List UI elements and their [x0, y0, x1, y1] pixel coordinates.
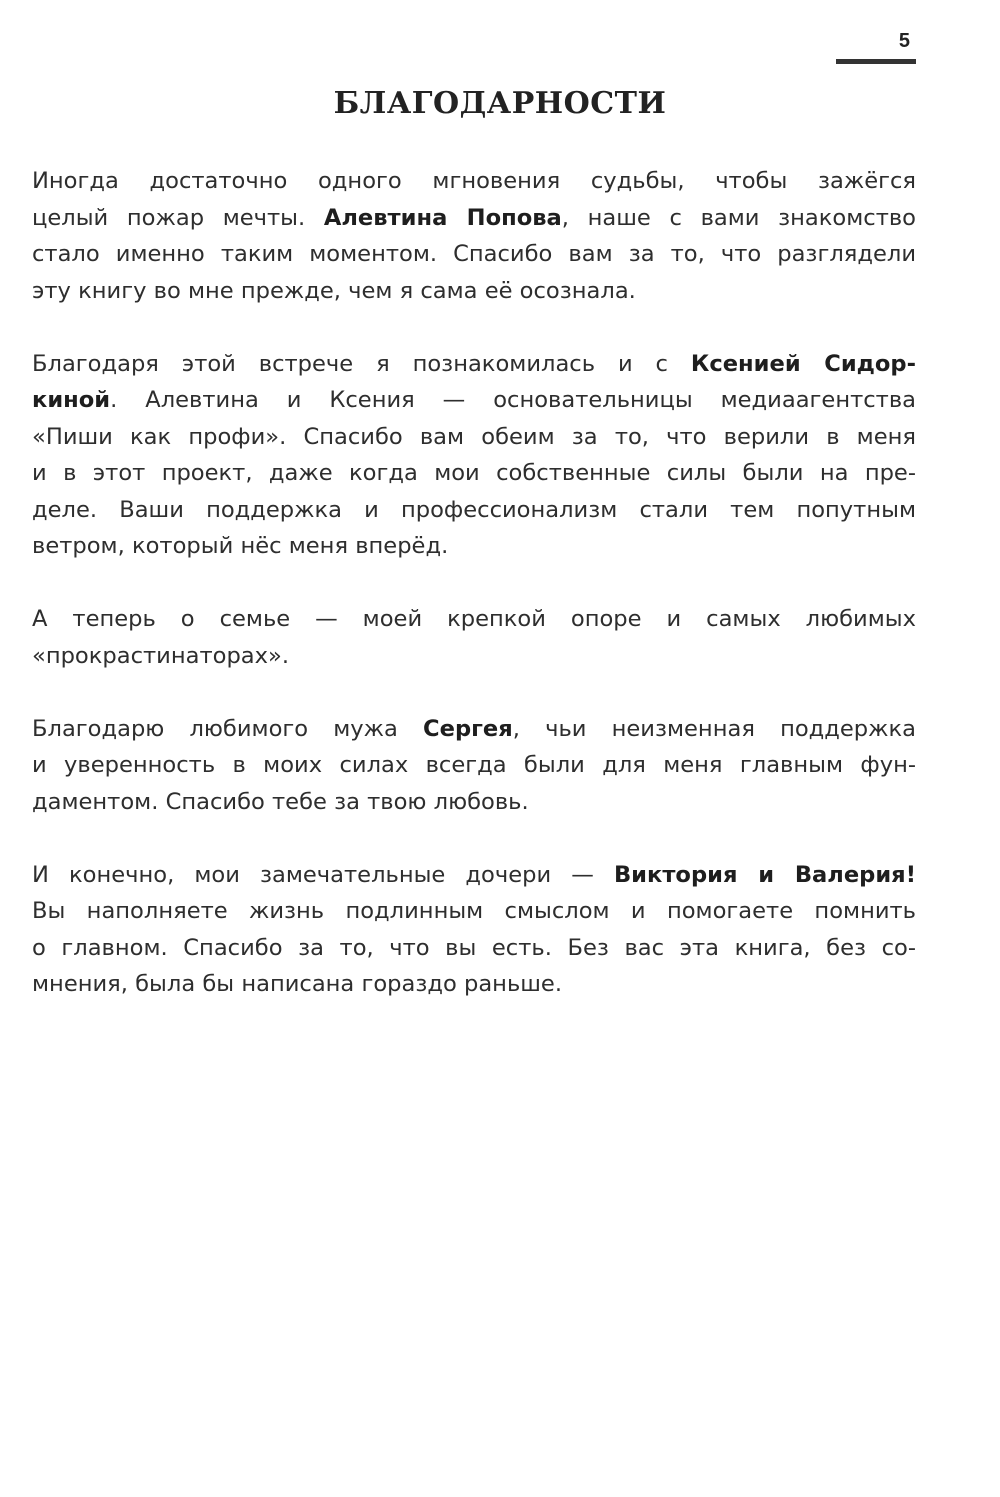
text-line	[32, 492, 916, 529]
page-title: БЛАГОДАРНОСТИ	[333, 86, 667, 121]
text-line	[32, 455, 916, 492]
text-segment: «прокрастинаторах».	[32, 642, 290, 669]
text-line	[32, 601, 916, 638]
text-segment: о главном. Спасибо за то, что вы есть. Без вас эта книга, без со-	[32, 934, 916, 961]
paragraph	[32, 346, 916, 565]
text-line	[32, 528, 916, 565]
text-segment: мнения, была бы написана гораздо раньше.	[32, 971, 563, 997]
text-segment: Вы наполняете жизнь подлинным смыслом и помогаете помнить	[32, 898, 916, 924]
paragraph	[32, 163, 916, 309]
text-segment: и уверенность в моих силах всегда были для меня главным фун-	[32, 752, 916, 778]
text-segment: целый пожар мечты.	[32, 204, 324, 231]
text-line	[32, 346, 916, 383]
text-segment: даментом. Спасибо тебе за твою любовь.	[32, 788, 529, 815]
text-line	[32, 747, 916, 784]
bold-name: Алевтина Попова	[323, 204, 562, 231]
text-line	[32, 273, 916, 310]
paragraph	[32, 601, 916, 674]
bold-name: киной	[32, 387, 111, 413]
text-segment: стало именно таким моментом. Спасибо вам за то, что разглядели	[32, 241, 916, 267]
text-line	[32, 163, 916, 200]
text-segment: . Алевтина и Ксения — основательницы медиаагентства	[110, 387, 916, 413]
text-segment: , наше с вами знакомство	[561, 204, 917, 231]
text-segment: и в этот проект, даже когда мои собственные силы были на пре-	[32, 460, 916, 486]
text-segment: Благодарю любимого мужа	[32, 715, 424, 742]
bold-name: Виктория и Валерия!	[613, 861, 916, 888]
page-number: 5	[898, 30, 910, 52]
text-line	[32, 200, 916, 237]
text-line	[32, 711, 916, 748]
text-line	[32, 930, 916, 967]
bold-name: Ксенией Сидор-	[690, 350, 916, 377]
text-line	[32, 382, 916, 419]
text-line	[32, 966, 916, 1003]
header-rule	[836, 59, 916, 64]
text-line	[32, 638, 916, 675]
text-line	[32, 419, 916, 456]
text-segment: А теперь о семье — моей крепкой опоре и самых любимых	[32, 606, 916, 632]
text-segment: деле. Ваши поддержка и профессионализм стали тем попутным	[32, 496, 916, 523]
text-segment: «Пиши как профи». Спасибо вам обеим за то, что верили в меня	[32, 423, 916, 450]
body-text	[32, 163, 916, 1039]
text-line	[32, 857, 916, 894]
text-line	[32, 236, 916, 273]
text-line	[32, 784, 916, 821]
paragraph	[32, 857, 916, 1003]
text-segment: ветром, который нёс меня вперёд.	[32, 533, 449, 559]
paragraph	[32, 711, 916, 821]
text-segment: И конечно, мои замечательные дочери —	[32, 861, 614, 888]
text-segment: Иногда достаточно одного мгновения судьбы, чтобы зажёгся	[32, 168, 916, 194]
text-segment: , чьи неизменная поддержка	[512, 715, 916, 742]
page-header	[836, 30, 916, 64]
bold-name: Сергея	[423, 715, 513, 742]
text-segment: Благодаря этой встрече я познакомилась и с	[32, 350, 691, 377]
text-line	[32, 893, 916, 930]
text-segment: эту книгу во мне прежде, чем я сама её осознала.	[32, 277, 636, 304]
